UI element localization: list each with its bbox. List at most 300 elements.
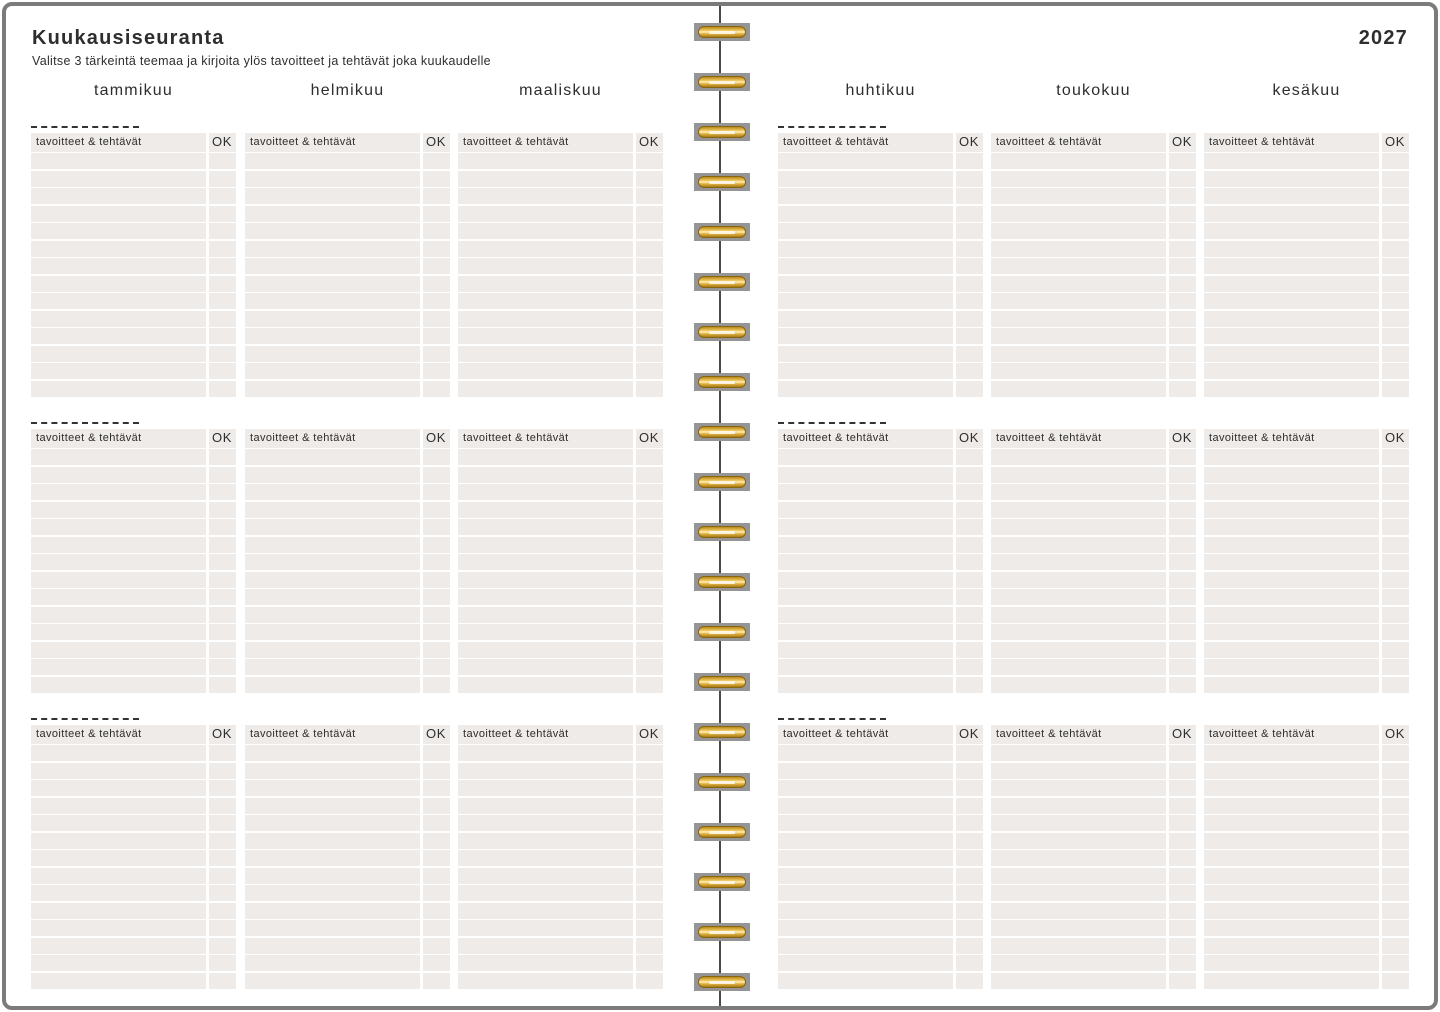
- ok-checkbox-cell[interactable]: [1382, 537, 1409, 553]
- ok-checkbox-cell[interactable]: [1382, 346, 1409, 362]
- ok-checkbox-cell[interactable]: [423, 624, 450, 640]
- ok-checkbox-cell[interactable]: [1169, 554, 1196, 570]
- goal-line[interactable]: [1204, 276, 1379, 292]
- goal-line[interactable]: [1204, 519, 1379, 535]
- ok-checkbox-cell[interactable]: [636, 955, 663, 971]
- ok-checkbox-cell[interactable]: [423, 311, 450, 327]
- ok-checkbox-cell[interactable]: [956, 763, 983, 779]
- ok-checkbox-cell[interactable]: [1169, 346, 1196, 362]
- goal-line[interactable]: [245, 659, 420, 675]
- goal-line[interactable]: [31, 519, 206, 535]
- ok-checkbox-cell[interactable]: [209, 833, 236, 849]
- goal-line[interactable]: [458, 381, 633, 397]
- theme-name-line[interactable]: [778, 718, 886, 720]
- goal-line[interactable]: [245, 449, 420, 465]
- goal-line[interactable]: [245, 363, 420, 379]
- ok-checkbox-cell[interactable]: [636, 833, 663, 849]
- goal-line[interactable]: [991, 868, 1166, 884]
- goal-line[interactable]: [1204, 677, 1379, 693]
- goal-line[interactable]: [458, 572, 633, 588]
- ok-checkbox-cell[interactable]: [1169, 537, 1196, 553]
- goal-line[interactable]: [31, 624, 206, 640]
- goal-line[interactable]: [1204, 311, 1379, 327]
- goal-line[interactable]: [991, 920, 1166, 936]
- goal-line[interactable]: [245, 537, 420, 553]
- goal-line[interactable]: [245, 346, 420, 362]
- goal-line[interactable]: [458, 537, 633, 553]
- goal-line[interactable]: [778, 293, 953, 309]
- ok-checkbox-cell[interactable]: [209, 624, 236, 640]
- goal-line[interactable]: [1204, 381, 1379, 397]
- ok-checkbox-cell[interactable]: [209, 607, 236, 623]
- ok-checkbox-cell[interactable]: [1382, 868, 1409, 884]
- goal-line[interactable]: [245, 903, 420, 919]
- ok-checkbox-cell[interactable]: [209, 258, 236, 274]
- goal-line[interactable]: [458, 850, 633, 866]
- goal-line[interactable]: [991, 589, 1166, 605]
- goal-line[interactable]: [458, 519, 633, 535]
- ok-checkbox-cell[interactable]: [209, 589, 236, 605]
- goal-line[interactable]: [1204, 449, 1379, 465]
- ok-checkbox-cell[interactable]: [1169, 293, 1196, 309]
- theme-name-line[interactable]: [778, 126, 886, 128]
- ok-checkbox-cell[interactable]: [956, 258, 983, 274]
- goal-line[interactable]: [778, 955, 953, 971]
- goal-line[interactable]: [31, 381, 206, 397]
- ok-checkbox-cell[interactable]: [1382, 449, 1409, 465]
- goal-line[interactable]: [31, 659, 206, 675]
- ok-checkbox-cell[interactable]: [423, 484, 450, 500]
- goal-line[interactable]: [31, 537, 206, 553]
- ok-checkbox-cell[interactable]: [956, 206, 983, 222]
- ok-checkbox-cell[interactable]: [636, 763, 663, 779]
- goal-line[interactable]: [31, 938, 206, 954]
- goal-line[interactable]: [778, 798, 953, 814]
- ok-checkbox-cell[interactable]: [636, 903, 663, 919]
- ok-checkbox-cell[interactable]: [956, 188, 983, 204]
- goal-line[interactable]: [458, 589, 633, 605]
- ok-checkbox-cell[interactable]: [1382, 363, 1409, 379]
- ok-checkbox-cell[interactable]: [423, 153, 450, 169]
- ok-checkbox-cell[interactable]: [636, 537, 663, 553]
- ok-checkbox-cell[interactable]: [956, 153, 983, 169]
- goal-line[interactable]: [991, 642, 1166, 658]
- goal-line[interactable]: [458, 328, 633, 344]
- ok-checkbox-cell[interactable]: [1169, 241, 1196, 257]
- goal-line[interactable]: [245, 554, 420, 570]
- ok-checkbox-cell[interactable]: [1382, 258, 1409, 274]
- ok-checkbox-cell[interactable]: [1169, 780, 1196, 796]
- ok-checkbox-cell[interactable]: [956, 607, 983, 623]
- ok-checkbox-cell[interactable]: [423, 798, 450, 814]
- ok-checkbox-cell[interactable]: [1169, 519, 1196, 535]
- goal-line[interactable]: [1204, 467, 1379, 483]
- goal-line[interactable]: [1204, 815, 1379, 831]
- ok-checkbox-cell[interactable]: [956, 363, 983, 379]
- goal-line[interactable]: [458, 502, 633, 518]
- ok-checkbox-cell[interactable]: [956, 484, 983, 500]
- ok-checkbox-cell[interactable]: [1382, 188, 1409, 204]
- goal-line[interactable]: [778, 885, 953, 901]
- goal-line[interactable]: [458, 798, 633, 814]
- goal-line[interactable]: [31, 920, 206, 936]
- goal-line[interactable]: [245, 798, 420, 814]
- ok-checkbox-cell[interactable]: [1169, 311, 1196, 327]
- ok-checkbox-cell[interactable]: [423, 241, 450, 257]
- ok-checkbox-cell[interactable]: [956, 798, 983, 814]
- ok-checkbox-cell[interactable]: [1382, 780, 1409, 796]
- ok-checkbox-cell[interactable]: [1169, 484, 1196, 500]
- goal-line[interactable]: [31, 868, 206, 884]
- goal-line[interactable]: [778, 241, 953, 257]
- goal-line[interactable]: [31, 798, 206, 814]
- goal-line[interactable]: [458, 973, 633, 989]
- goal-line[interactable]: [1204, 171, 1379, 187]
- theme-name-line[interactable]: [31, 126, 139, 128]
- goal-line[interactable]: [31, 363, 206, 379]
- goal-line[interactable]: [245, 642, 420, 658]
- goal-line[interactable]: [458, 815, 633, 831]
- ok-checkbox-cell[interactable]: [1169, 815, 1196, 831]
- goal-line[interactable]: [245, 624, 420, 640]
- goal-line[interactable]: [1204, 920, 1379, 936]
- ok-checkbox-cell[interactable]: [956, 938, 983, 954]
- ok-checkbox-cell[interactable]: [423, 920, 450, 936]
- ok-checkbox-cell[interactable]: [423, 206, 450, 222]
- goal-line[interactable]: [778, 903, 953, 919]
- ok-checkbox-cell[interactable]: [636, 780, 663, 796]
- ok-checkbox-cell[interactable]: [956, 223, 983, 239]
- goal-line[interactable]: [245, 502, 420, 518]
- goal-line[interactable]: [778, 850, 953, 866]
- goal-line[interactable]: [778, 815, 953, 831]
- goal-line[interactable]: [458, 153, 633, 169]
- ok-checkbox-cell[interactable]: [209, 381, 236, 397]
- goal-line[interactable]: [458, 346, 633, 362]
- ok-checkbox-cell[interactable]: [636, 381, 663, 397]
- goal-line[interactable]: [778, 589, 953, 605]
- ok-checkbox-cell[interactable]: [209, 467, 236, 483]
- goal-line[interactable]: [31, 763, 206, 779]
- ok-checkbox-cell[interactable]: [636, 850, 663, 866]
- goal-line[interactable]: [1204, 223, 1379, 239]
- goal-line[interactable]: [1204, 903, 1379, 919]
- goal-line[interactable]: [991, 763, 1166, 779]
- ok-checkbox-cell[interactable]: [423, 502, 450, 518]
- goal-line[interactable]: [991, 677, 1166, 693]
- goal-line[interactable]: [778, 153, 953, 169]
- ok-checkbox-cell[interactable]: [956, 677, 983, 693]
- goal-line[interactable]: [458, 206, 633, 222]
- ok-checkbox-cell[interactable]: [956, 519, 983, 535]
- ok-checkbox-cell[interactable]: [636, 153, 663, 169]
- ok-checkbox-cell[interactable]: [1382, 519, 1409, 535]
- goal-line[interactable]: [458, 241, 633, 257]
- ok-checkbox-cell[interactable]: [1382, 973, 1409, 989]
- goal-line[interactable]: [245, 328, 420, 344]
- goal-line[interactable]: [31, 311, 206, 327]
- ok-checkbox-cell[interactable]: [636, 920, 663, 936]
- ok-checkbox-cell[interactable]: [209, 206, 236, 222]
- ok-checkbox-cell[interactable]: [1169, 642, 1196, 658]
- ok-checkbox-cell[interactable]: [636, 938, 663, 954]
- goal-line[interactable]: [245, 311, 420, 327]
- ok-checkbox-cell[interactable]: [1382, 642, 1409, 658]
- ok-checkbox-cell[interactable]: [423, 572, 450, 588]
- ok-checkbox-cell[interactable]: [1382, 624, 1409, 640]
- goal-line[interactable]: [778, 311, 953, 327]
- goal-line[interactable]: [31, 153, 206, 169]
- goal-line[interactable]: [991, 938, 1166, 954]
- goal-line[interactable]: [778, 276, 953, 292]
- ok-checkbox-cell[interactable]: [209, 537, 236, 553]
- goal-line[interactable]: [1204, 973, 1379, 989]
- goal-line[interactable]: [991, 346, 1166, 362]
- ok-checkbox-cell[interactable]: [1169, 677, 1196, 693]
- ok-checkbox-cell[interactable]: [209, 153, 236, 169]
- goal-line[interactable]: [245, 519, 420, 535]
- ok-checkbox-cell[interactable]: [209, 973, 236, 989]
- ok-checkbox-cell[interactable]: [636, 293, 663, 309]
- ok-checkbox-cell[interactable]: [423, 850, 450, 866]
- goal-line[interactable]: [245, 153, 420, 169]
- ok-checkbox-cell[interactable]: [1169, 206, 1196, 222]
- goal-line[interactable]: [458, 188, 633, 204]
- ok-checkbox-cell[interactable]: [209, 276, 236, 292]
- ok-checkbox-cell[interactable]: [956, 381, 983, 397]
- ok-checkbox-cell[interactable]: [423, 258, 450, 274]
- ok-checkbox-cell[interactable]: [423, 745, 450, 761]
- goal-line[interactable]: [458, 449, 633, 465]
- ok-checkbox-cell[interactable]: [1382, 311, 1409, 327]
- goal-line[interactable]: [31, 449, 206, 465]
- goal-line[interactable]: [458, 920, 633, 936]
- goal-line[interactable]: [1204, 153, 1379, 169]
- ok-checkbox-cell[interactable]: [423, 188, 450, 204]
- goal-line[interactable]: [778, 920, 953, 936]
- ok-checkbox-cell[interactable]: [423, 346, 450, 362]
- ok-checkbox-cell[interactable]: [1382, 798, 1409, 814]
- ok-checkbox-cell[interactable]: [956, 659, 983, 675]
- ok-checkbox-cell[interactable]: [423, 868, 450, 884]
- ok-checkbox-cell[interactable]: [636, 171, 663, 187]
- goal-line[interactable]: [778, 572, 953, 588]
- ok-checkbox-cell[interactable]: [956, 589, 983, 605]
- goal-line[interactable]: [778, 328, 953, 344]
- goal-line[interactable]: [991, 153, 1166, 169]
- goal-line[interactable]: [458, 677, 633, 693]
- goal-line[interactable]: [245, 241, 420, 257]
- ok-checkbox-cell[interactable]: [636, 624, 663, 640]
- ok-checkbox-cell[interactable]: [1382, 502, 1409, 518]
- goal-line[interactable]: [458, 903, 633, 919]
- goal-line[interactable]: [31, 554, 206, 570]
- ok-checkbox-cell[interactable]: [956, 537, 983, 553]
- goal-line[interactable]: [458, 607, 633, 623]
- goal-line[interactable]: [778, 780, 953, 796]
- goal-line[interactable]: [778, 346, 953, 362]
- goal-line[interactable]: [991, 484, 1166, 500]
- ok-checkbox-cell[interactable]: [1169, 502, 1196, 518]
- goal-line[interactable]: [31, 502, 206, 518]
- ok-checkbox-cell[interactable]: [1169, 467, 1196, 483]
- ok-checkbox-cell[interactable]: [423, 276, 450, 292]
- goal-line[interactable]: [245, 276, 420, 292]
- goal-line[interactable]: [31, 258, 206, 274]
- ok-checkbox-cell[interactable]: [636, 258, 663, 274]
- ok-checkbox-cell[interactable]: [209, 171, 236, 187]
- ok-checkbox-cell[interactable]: [209, 642, 236, 658]
- ok-checkbox-cell[interactable]: [1169, 885, 1196, 901]
- ok-checkbox-cell[interactable]: [636, 346, 663, 362]
- goal-line[interactable]: [1204, 484, 1379, 500]
- goal-line[interactable]: [1204, 938, 1379, 954]
- goal-line[interactable]: [1204, 258, 1379, 274]
- goal-line[interactable]: [991, 659, 1166, 675]
- goal-line[interactable]: [1204, 763, 1379, 779]
- goal-line[interactable]: [458, 223, 633, 239]
- goal-line[interactable]: [245, 677, 420, 693]
- ok-checkbox-cell[interactable]: [1169, 188, 1196, 204]
- ok-checkbox-cell[interactable]: [209, 346, 236, 362]
- goal-line[interactable]: [991, 188, 1166, 204]
- goal-line[interactable]: [1204, 572, 1379, 588]
- ok-checkbox-cell[interactable]: [423, 938, 450, 954]
- ok-checkbox-cell[interactable]: [1382, 607, 1409, 623]
- ok-checkbox-cell[interactable]: [1169, 973, 1196, 989]
- goal-line[interactable]: [245, 607, 420, 623]
- goal-line[interactable]: [245, 188, 420, 204]
- goal-line[interactable]: [778, 381, 953, 397]
- ok-checkbox-cell[interactable]: [1169, 589, 1196, 605]
- ok-checkbox-cell[interactable]: [423, 381, 450, 397]
- ok-checkbox-cell[interactable]: [1382, 833, 1409, 849]
- ok-checkbox-cell[interactable]: [956, 903, 983, 919]
- ok-checkbox-cell[interactable]: [1382, 920, 1409, 936]
- goal-line[interactable]: [991, 258, 1166, 274]
- ok-checkbox-cell[interactable]: [1169, 223, 1196, 239]
- ok-checkbox-cell[interactable]: [956, 241, 983, 257]
- ok-checkbox-cell[interactable]: [209, 677, 236, 693]
- goal-line[interactable]: [31, 206, 206, 222]
- goal-line[interactable]: [31, 188, 206, 204]
- goal-line[interactable]: [31, 484, 206, 500]
- ok-checkbox-cell[interactable]: [1382, 763, 1409, 779]
- goal-line[interactable]: [245, 589, 420, 605]
- ok-checkbox-cell[interactable]: [423, 537, 450, 553]
- ok-checkbox-cell[interactable]: [423, 467, 450, 483]
- goal-line[interactable]: [1204, 188, 1379, 204]
- goal-line[interactable]: [1204, 885, 1379, 901]
- ok-checkbox-cell[interactable]: [1382, 572, 1409, 588]
- goal-line[interactable]: [991, 206, 1166, 222]
- goal-line[interactable]: [1204, 833, 1379, 849]
- ok-checkbox-cell[interactable]: [209, 572, 236, 588]
- goal-line[interactable]: [458, 363, 633, 379]
- goal-line[interactable]: [31, 607, 206, 623]
- ok-checkbox-cell[interactable]: [1382, 293, 1409, 309]
- goal-line[interactable]: [1204, 502, 1379, 518]
- ok-checkbox-cell[interactable]: [1382, 554, 1409, 570]
- ok-checkbox-cell[interactable]: [956, 885, 983, 901]
- goal-line[interactable]: [778, 223, 953, 239]
- goal-line[interactable]: [991, 973, 1166, 989]
- goal-line[interactable]: [991, 311, 1166, 327]
- ok-checkbox-cell[interactable]: [209, 763, 236, 779]
- goal-line[interactable]: [991, 537, 1166, 553]
- goal-line[interactable]: [458, 955, 633, 971]
- ok-checkbox-cell[interactable]: [1169, 572, 1196, 588]
- ok-checkbox-cell[interactable]: [209, 223, 236, 239]
- goal-line[interactable]: [245, 868, 420, 884]
- goal-line[interactable]: [1204, 363, 1379, 379]
- ok-checkbox-cell[interactable]: [423, 589, 450, 605]
- goal-line[interactable]: [1204, 642, 1379, 658]
- ok-checkbox-cell[interactable]: [209, 188, 236, 204]
- goal-line[interactable]: [245, 938, 420, 954]
- ok-checkbox-cell[interactable]: [636, 659, 663, 675]
- goal-line[interactable]: [1204, 745, 1379, 761]
- goal-line[interactable]: [245, 206, 420, 222]
- ok-checkbox-cell[interactable]: [1382, 885, 1409, 901]
- goal-line[interactable]: [245, 572, 420, 588]
- ok-checkbox-cell[interactable]: [423, 223, 450, 239]
- ok-checkbox-cell[interactable]: [1382, 153, 1409, 169]
- goal-line[interactable]: [1204, 624, 1379, 640]
- ok-checkbox-cell[interactable]: [636, 467, 663, 483]
- ok-checkbox-cell[interactable]: [423, 973, 450, 989]
- goal-line[interactable]: [778, 833, 953, 849]
- ok-checkbox-cell[interactable]: [209, 955, 236, 971]
- goal-line[interactable]: [458, 868, 633, 884]
- ok-checkbox-cell[interactable]: [956, 745, 983, 761]
- goal-line[interactable]: [31, 572, 206, 588]
- goal-line[interactable]: [458, 642, 633, 658]
- ok-checkbox-cell[interactable]: [423, 554, 450, 570]
- ok-checkbox-cell[interactable]: [423, 833, 450, 849]
- ok-checkbox-cell[interactable]: [423, 607, 450, 623]
- ok-checkbox-cell[interactable]: [423, 903, 450, 919]
- goal-line[interactable]: [778, 258, 953, 274]
- goal-line[interactable]: [1204, 346, 1379, 362]
- ok-checkbox-cell[interactable]: [423, 642, 450, 658]
- goal-line[interactable]: [778, 642, 953, 658]
- ok-checkbox-cell[interactable]: [956, 311, 983, 327]
- ok-checkbox-cell[interactable]: [209, 241, 236, 257]
- goal-line[interactable]: [778, 519, 953, 535]
- goal-line[interactable]: [245, 850, 420, 866]
- ok-checkbox-cell[interactable]: [956, 346, 983, 362]
- goal-line[interactable]: [245, 467, 420, 483]
- ok-checkbox-cell[interactable]: [636, 885, 663, 901]
- goal-line[interactable]: [991, 519, 1166, 535]
- goal-line[interactable]: [1204, 293, 1379, 309]
- ok-checkbox-cell[interactable]: [636, 607, 663, 623]
- goal-line[interactable]: [991, 554, 1166, 570]
- ok-checkbox-cell[interactable]: [1169, 171, 1196, 187]
- ok-checkbox-cell[interactable]: [636, 745, 663, 761]
- ok-checkbox-cell[interactable]: [1169, 938, 1196, 954]
- goal-line[interactable]: [778, 363, 953, 379]
- goal-line[interactable]: [31, 293, 206, 309]
- goal-line[interactable]: [31, 223, 206, 239]
- goal-line[interactable]: [245, 171, 420, 187]
- goal-line[interactable]: [245, 920, 420, 936]
- goal-line[interactable]: [458, 624, 633, 640]
- goal-line[interactable]: [778, 484, 953, 500]
- goal-line[interactable]: [31, 903, 206, 919]
- ok-checkbox-cell[interactable]: [423, 519, 450, 535]
